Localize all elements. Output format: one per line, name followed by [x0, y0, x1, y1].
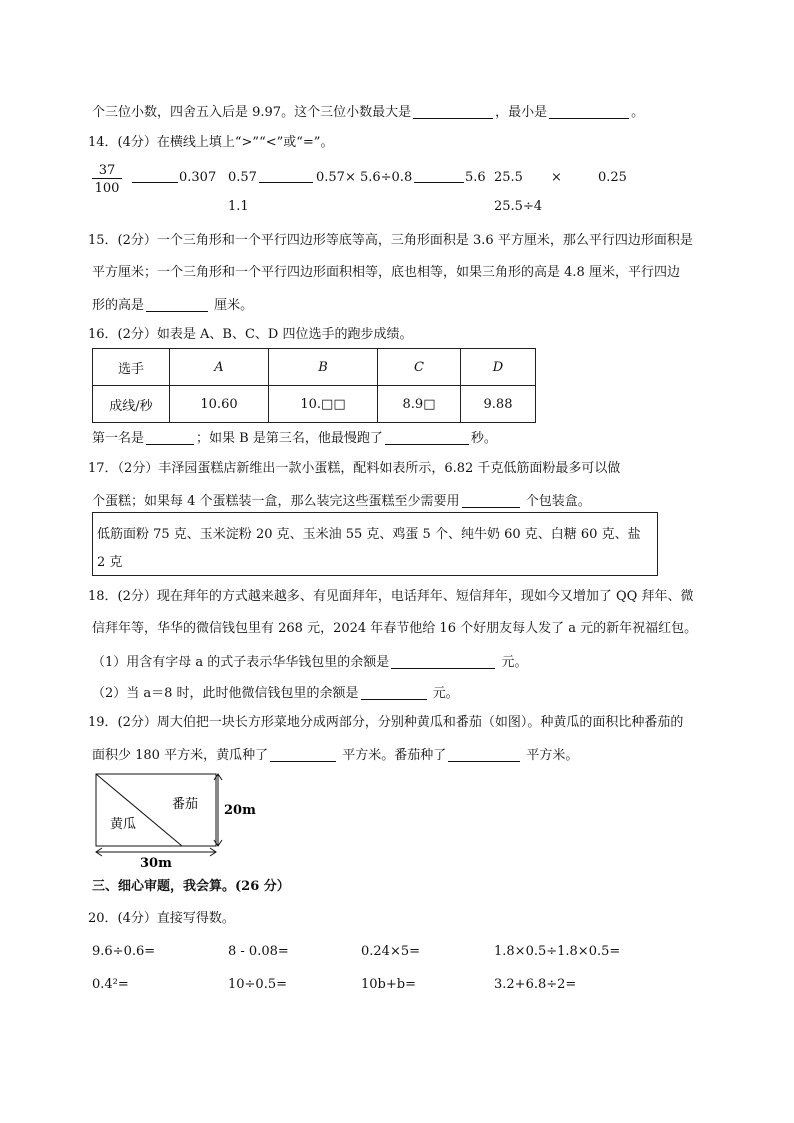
width-label: 30m: [140, 856, 172, 870]
q14-heading: 14．(4分）在横线上填上“>”“<”或“=”。: [88, 135, 334, 150]
q14-blank-1[interactable]: [132, 168, 178, 183]
q19-line1: 19．(2分）周大伯把一块长方形菜地分成两部分，分别种黄瓜和番茄（如图）。种黄瓜的面积比种番茄的: [88, 715, 684, 730]
q18-line2: 信拜年等，华华的微信钱包里有 268 元，2024 年春节他给 16 个好朋友每人发了 a 元的新年祝福红包。: [92, 621, 698, 636]
runs-table: [92, 348, 536, 423]
q15-line3: 形的高是 厘米。: [92, 298, 254, 313]
divider-line: [96, 774, 182, 846]
calc-item: 10÷0.5=: [228, 977, 288, 992]
garden-figure: [90, 770, 260, 870]
q18-blank-2[interactable]: [361, 685, 427, 700]
q14-fraction: 37 100: [92, 163, 122, 196]
q13-blank-min[interactable]: [549, 104, 629, 119]
q14-blank-3[interactable]: [414, 168, 464, 183]
q18-line1: 18．(2分）现在拜年的方式越来越多、有见面拜年，电话拜年、短信拜年，现如今又增加了 QQ 拜年、微: [88, 589, 694, 604]
q18-blank-1[interactable]: [391, 654, 495, 669]
tomato-label: 番茄: [172, 797, 199, 812]
q18-sub2: （2）当 a＝8 时，此时他微信钱包里的余额是 元。: [92, 686, 459, 701]
q17-line2: 个蛋糕；如果每 4 个蛋糕装一盒，那么装完这些蛋糕至少需要用 个包装盒。: [92, 494, 591, 509]
table-header-row: 选手 A B C D: [93, 349, 536, 386]
calc-item: 1.8×0.5÷1.8×0.5=: [494, 944, 621, 959]
q18-sub1: （1）用含有字母 a 的式子表示华华钱包里的余额是 元。: [92, 655, 528, 670]
table-row: 成线/秒 10.60 10.□□ 8.9□ 9.88: [93, 386, 536, 423]
q20-heading: 20．(4分）直接写得数。: [88, 911, 235, 926]
cucumber-label: 黄瓜: [110, 817, 137, 832]
q19-line2: 面积少 180 平方米，黄瓜种了 平方米。番茄种了 平方米。: [92, 748, 579, 763]
q19-blank-cucumber[interactable]: [270, 747, 336, 762]
q15-line1: 15．(2分）一个三角形和一个平行四边形等底等高，三角形面积是 3.6 平方厘米，那么平行四边形面积是: [88, 233, 693, 248]
ingredients-box: 低筋面粉 75 克、玉米淀粉 20 克、玉米油 55 克、鸡蛋 5 个、纯牛奶 60 克、白糖 60 克、盐 2 克: [92, 512, 658, 576]
q16-blank-slowest[interactable]: [385, 430, 469, 445]
q16-heading: 16．(2分）如表是 A、B、C、D 四位选手的跑步成绩。: [88, 327, 413, 342]
q13-blank-max[interactable]: [413, 104, 493, 119]
calc-item: 0.24×5=: [361, 944, 421, 959]
height-label: 20m: [224, 803, 256, 818]
q15-blank[interactable]: [146, 297, 208, 312]
q16-blank-first[interactable]: [146, 430, 194, 445]
calc-item: 3.2+6.8÷2=: [494, 977, 577, 992]
q14-blank-2[interactable]: [259, 168, 313, 183]
q15-line2: 平方厘米；一个三角形和一个平行四边形面积相等，底也相等，如果三角形的高是 4.8 厘米，平行四边: [92, 265, 680, 280]
calc-item: 10b+b=: [361, 977, 416, 992]
q19-blank-tomato[interactable]: [448, 747, 520, 762]
calc-item: 8 - 0.08=: [228, 944, 289, 959]
calc-item: 0.4²=: [92, 977, 129, 992]
q17-blank[interactable]: [462, 493, 520, 508]
section-heading: 三、细心审题，我会算。(26 分）: [92, 879, 290, 894]
q13-line: 个三位小数，四舍五入后是 9.97。这个三位小数最大是 ，最小是 。: [92, 105, 645, 120]
q16-answer-line: 第一名是 ；如果 B 是第三名，他最慢跑了 秒。: [92, 431, 497, 446]
q17-line1: 17．（2分）丰泽园蛋糕店新维出一款小蛋糕，配料如表所示，6.82 千克低筋面粉最多可以做: [88, 461, 621, 476]
calc-item: 9.6÷0.6=: [92, 944, 156, 959]
